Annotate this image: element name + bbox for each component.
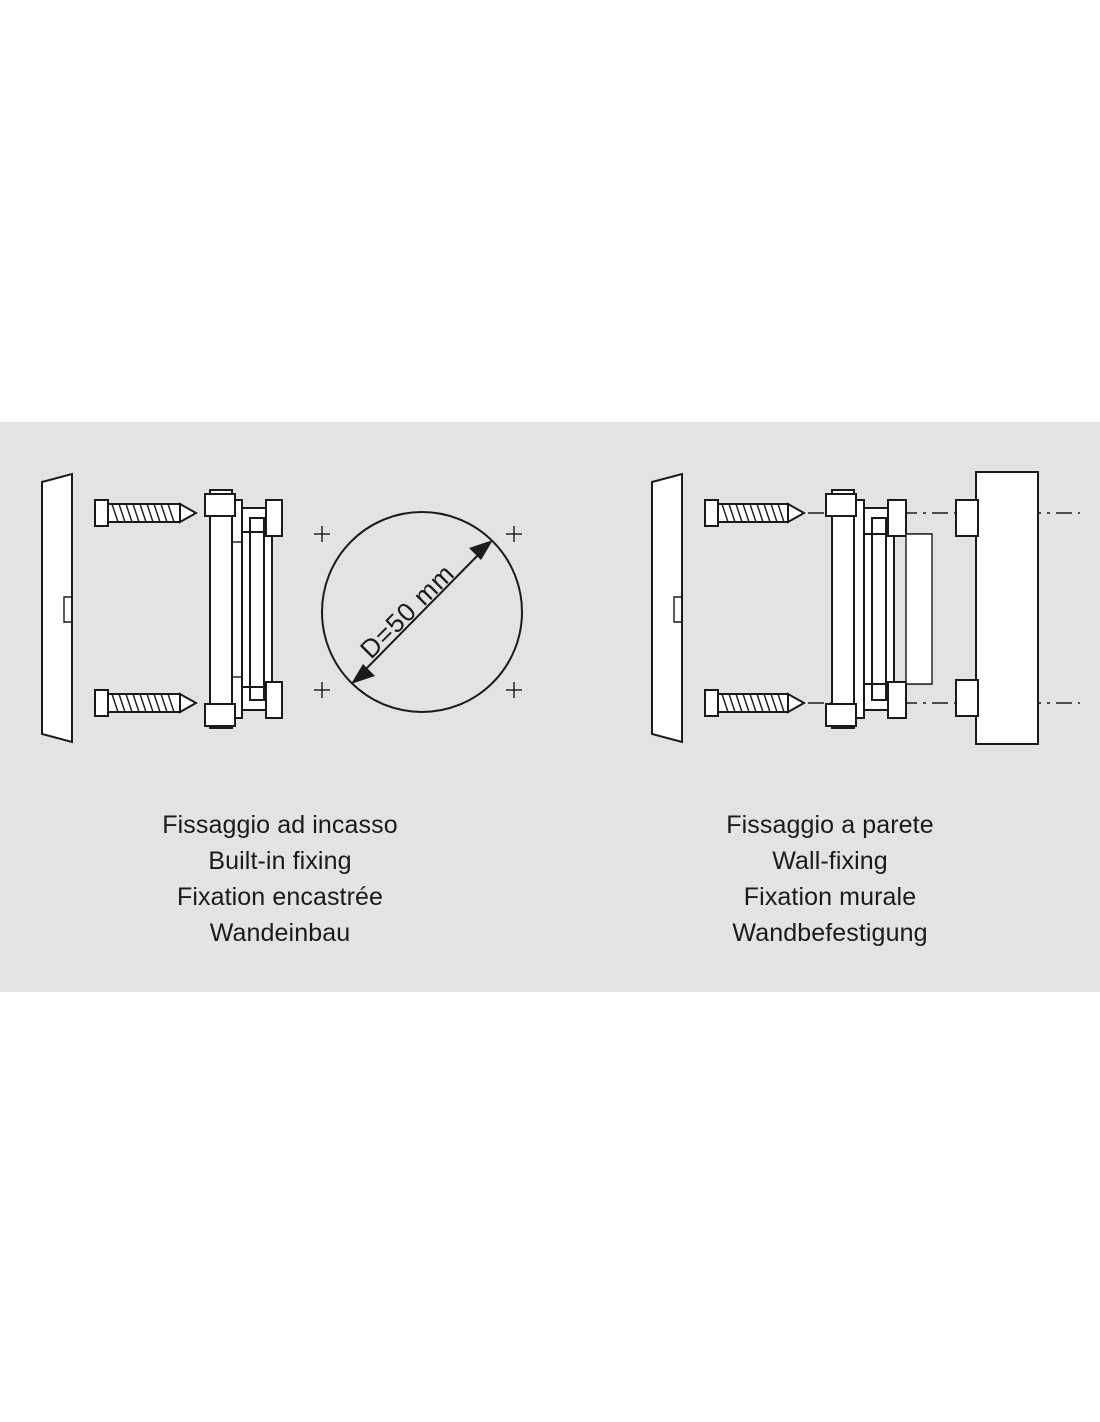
cross-mark-top-left <box>314 526 330 542</box>
caption-line-en: Built-in fixing <box>208 847 352 875</box>
wall-fixing-drawing <box>560 422 1100 802</box>
caption-line-de: Wandbefestigung <box>732 919 928 947</box>
screw-upper-icon <box>705 500 804 526</box>
diagram-built-in-fixing <box>0 422 560 992</box>
caption-built-in <box>0 807 560 951</box>
cross-mark-top-right <box>506 526 522 542</box>
screw-lower-icon <box>95 690 196 716</box>
caption-line-en: Wall-fixing <box>772 847 888 875</box>
device-body-icon <box>826 490 932 728</box>
wall-box-icon <box>956 472 1038 744</box>
caption-line-fr: Fixation murale <box>743 883 917 911</box>
caption-line-de: Wandeinbau <box>209 919 351 947</box>
device-body-icon <box>205 490 282 728</box>
caption-line-fr: Fixation encastrée <box>176 883 384 911</box>
caption-line-it: Fissaggio ad incasso <box>162 811 398 839</box>
hole-circle-dimension <box>314 512 522 712</box>
cover-plate-icon <box>42 474 72 742</box>
cross-mark-bottom-right <box>506 682 522 698</box>
diagram-wall-fixing <box>560 422 1100 992</box>
cross-mark-bottom-left <box>314 682 330 698</box>
caption-wall <box>560 807 1100 951</box>
caption-line-it: Fissaggio a parete <box>726 811 934 839</box>
dimension-label: D=50 mm <box>354 557 461 665</box>
screw-upper-icon <box>95 500 196 526</box>
built-in-fixing-drawing <box>0 422 560 802</box>
screw-lower-icon <box>705 690 804 716</box>
figure-panel <box>0 422 1100 992</box>
cover-plate-icon <box>652 474 682 742</box>
